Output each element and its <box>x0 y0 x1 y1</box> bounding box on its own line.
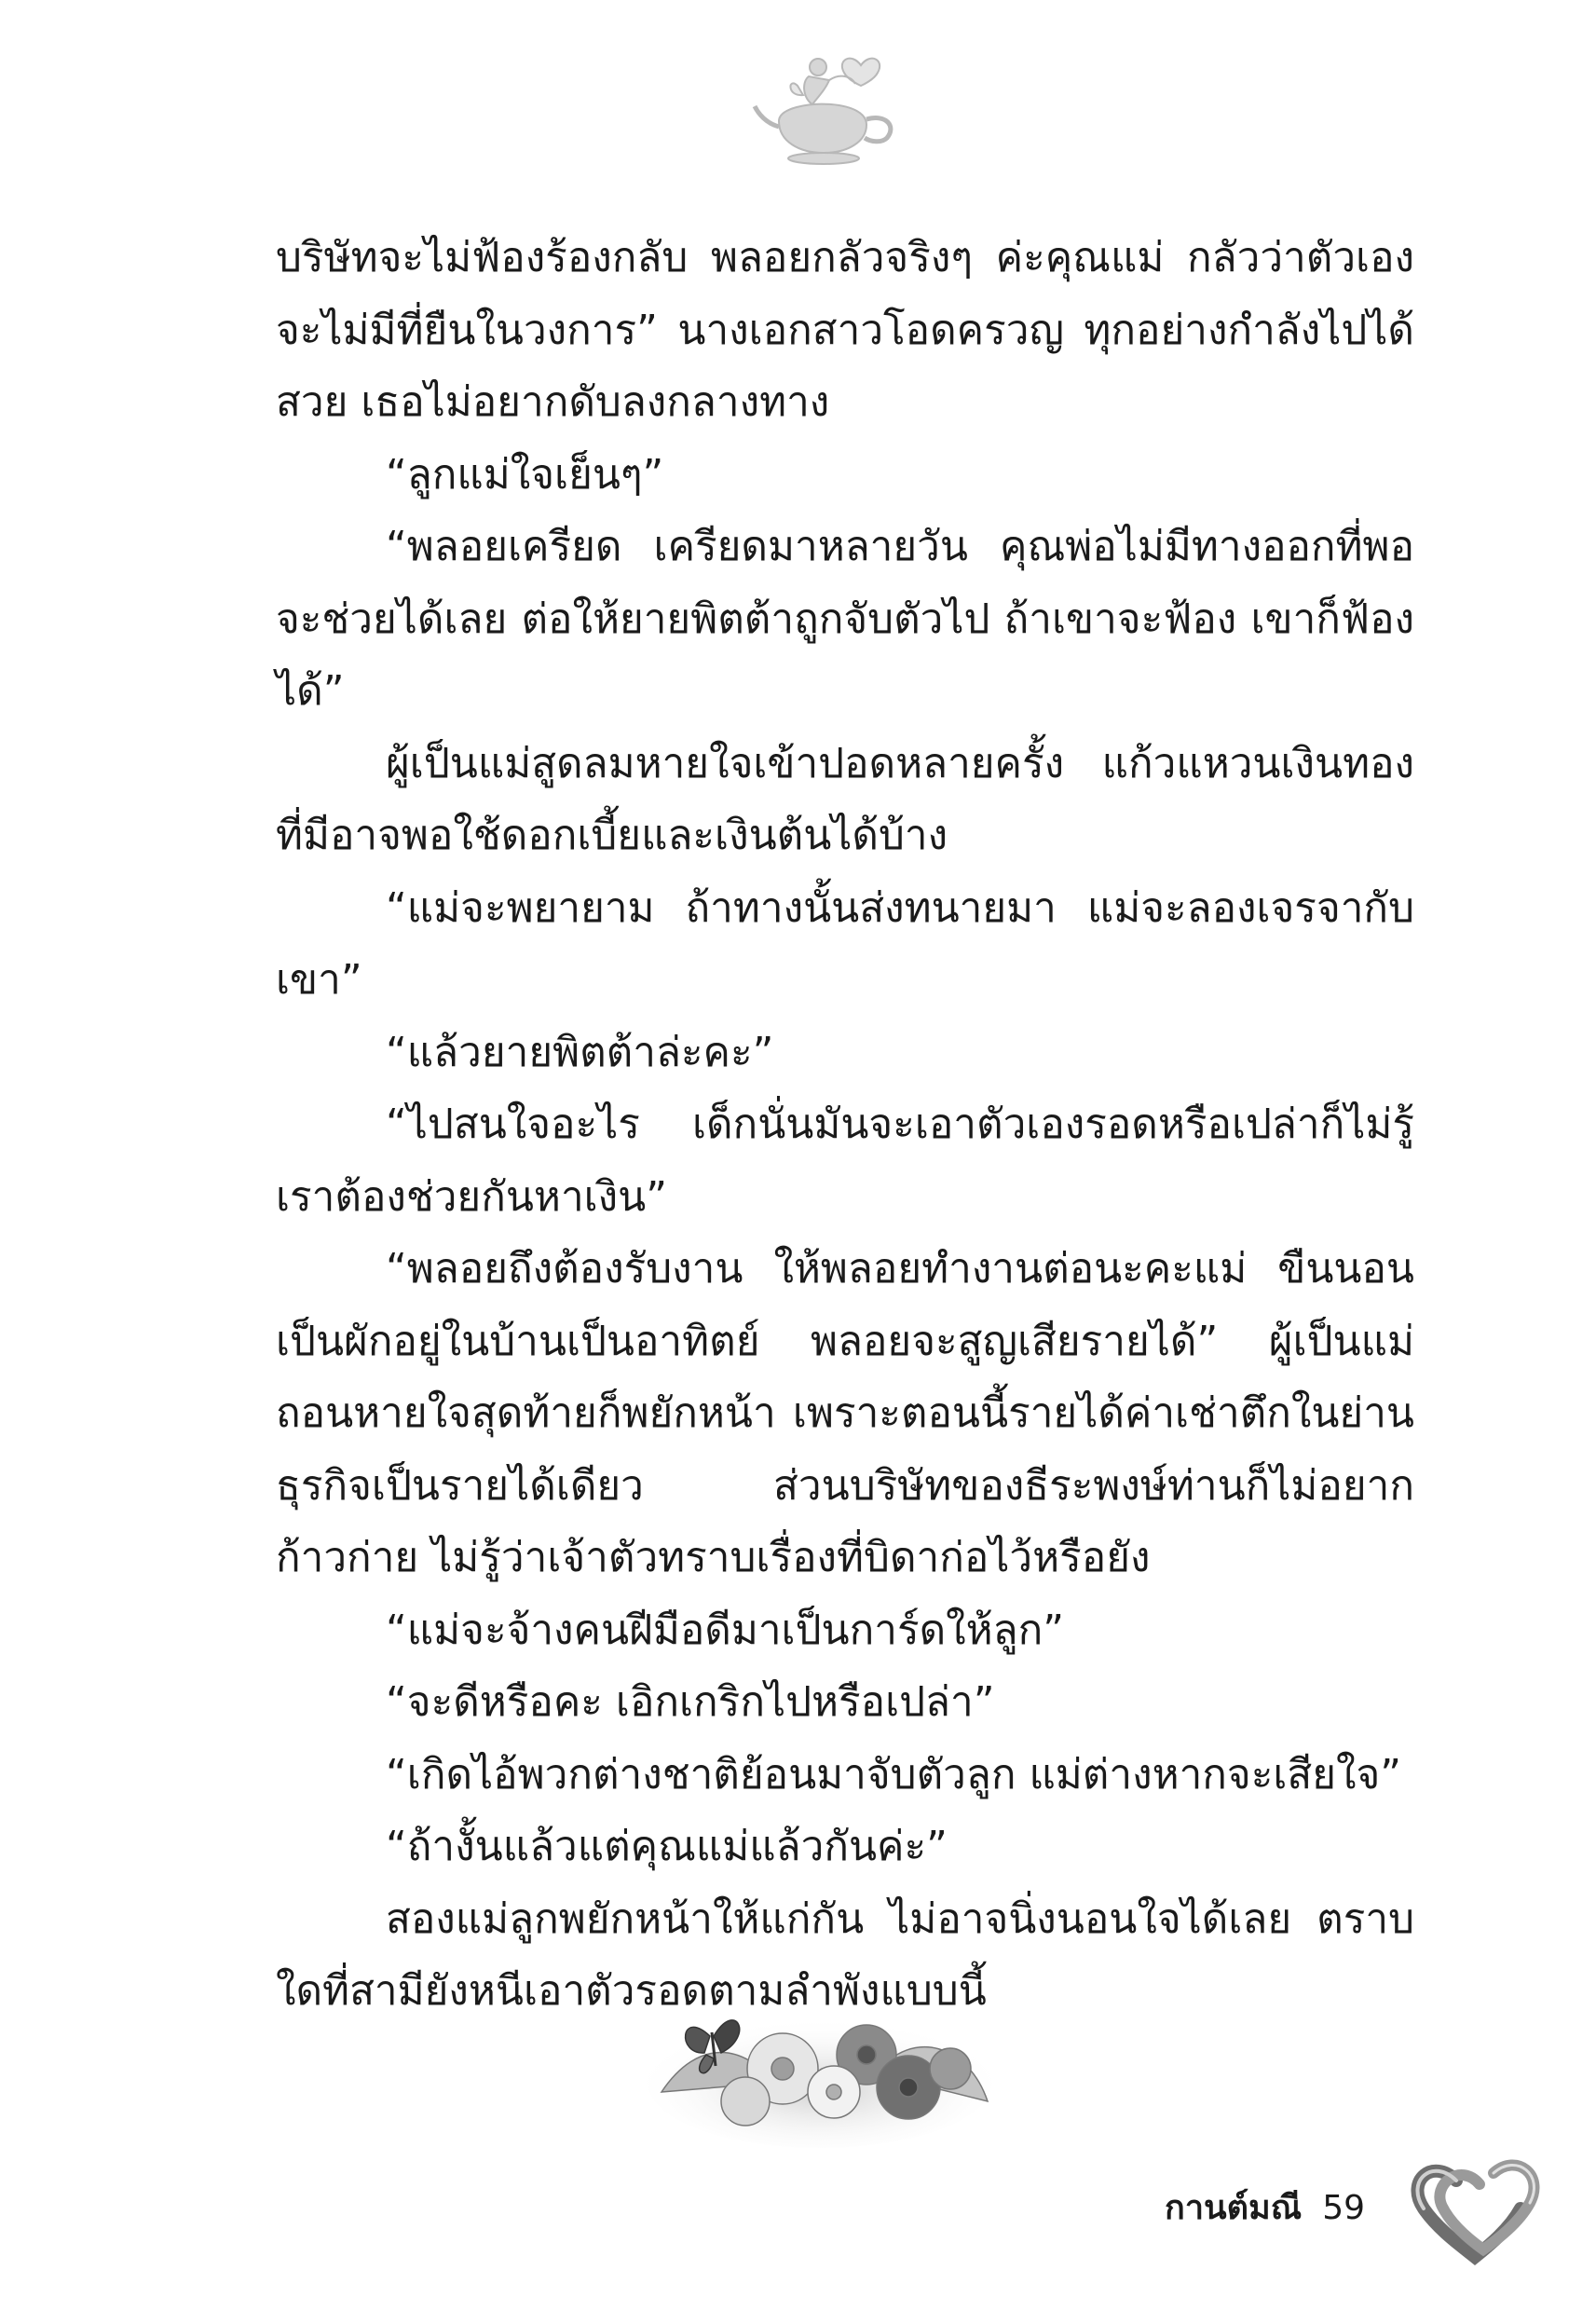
paragraph-7: “ไปสนใจอะไร เด็กนั่นมันจะเอาตัวเองรอดหรือเปล่าก็ไม่รู้ เราต้องช่วยกันหาเงิน” <box>276 1101 1414 1221</box>
flower-butterfly-icon <box>643 1980 997 2153</box>
hearts-icon <box>1405 2153 1545 2269</box>
paragraph-6: “แล้วยายพิตต้าล่ะคะ” <box>386 1028 774 1076</box>
paragraph-4: ผู้เป็นแม่สูดลมหายใจเข้าปอดหลายครั้ง แก้วแหวนเงินทองที่มีอาจพอใช้ดอกเบี้ยและเงินต้นได้บ้าง <box>276 739 1414 859</box>
cupid-teapot-icon <box>751 48 909 170</box>
story-text <box>276 222 1414 2028</box>
paragraph-1: บริษัทจะไม่ฟ้องร้องกลับ พลอยกลัวจริงๆ ค่ะคุณแม่ กลัวว่าตัวเองจะไม่มีที่ยืนในวงการ” นางเอกสาวโอดครวญ ทุกอย่างกำลังไปได้สวย เธอไม่อยากดับลงกลางทาง <box>276 234 1414 426</box>
paragraph-9: “แม่จะจ้างคนฝีมือดีมาเป็นการ์ดให้ลูก” <box>386 1606 1065 1654</box>
page-number: 59 <box>1322 2189 1365 2227</box>
paragraph-10: “จะดีหรือคะ เอิกเกริกไปหรือเปล่า” <box>386 1678 995 1726</box>
paragraph-13: สองแม่ลูกพยักหน้าให้แก่กัน ไม่อาจนิ่งนอนใจได้เลย ตราบใดที่สามียังหนีเอาตัวรอดตามลำพังแบบนี้ <box>276 1894 1414 2015</box>
paragraph-2: “ลูกแม่ใจเย็นๆ” <box>386 450 664 499</box>
paragraph-8: “พลอยถึงต้องรับงาน ให้พลอยทำงานต่อนะคะแม่ ขืนนอนเป็นผักอยู่ในบ้านเป็นอาทิตย์ พลอยจะสูญเสียรายได้” ผู้เป็นแม่ถอนหายใจสุดท้ายก็พยักหน้า เพราะตอนนี้รายได้ค่าเช่าตึกในย่านธุรกิจเป็นรายได้เดียว ส่วนบริษัทของธีระพงษ์ท่านก็ไม่อยากก้าวก่าย ไม่รู้ว่าเจ้าตัวทราบเรื่องที่บิดาก่อไว้หรือยัง <box>276 1245 1414 1581</box>
paragraph-12: “ถ้างั้นแล้วแต่คุณแม่แล้วกันค่ะ” <box>386 1823 948 1870</box>
book-title: กานต์มณี <box>1165 2189 1303 2227</box>
paragraph-11: “เกิดไอ้พวกต่างชาติย้อนมาจับตัวลูก แม่ต่างหากจะเสียใจ” <box>386 1750 1402 1798</box>
page-footer <box>1165 2185 1365 2232</box>
paragraph-3: “พลอยเครียด เครียดมาหลายวัน คุณพ่อไม่มีทางออกที่พอจะช่วยได้เลย ต่อให้ยายพิตต้าถูกจับตัวไป ถ้าเขาจะฟ้อง เขาก็ฟ้องได้” <box>276 523 1414 715</box>
paragraph-5: “แม่จะพยายาม ถ้าทางนั้นส่งทนายมา แม่จะลองเจรจากับเขา” <box>276 883 1414 1004</box>
